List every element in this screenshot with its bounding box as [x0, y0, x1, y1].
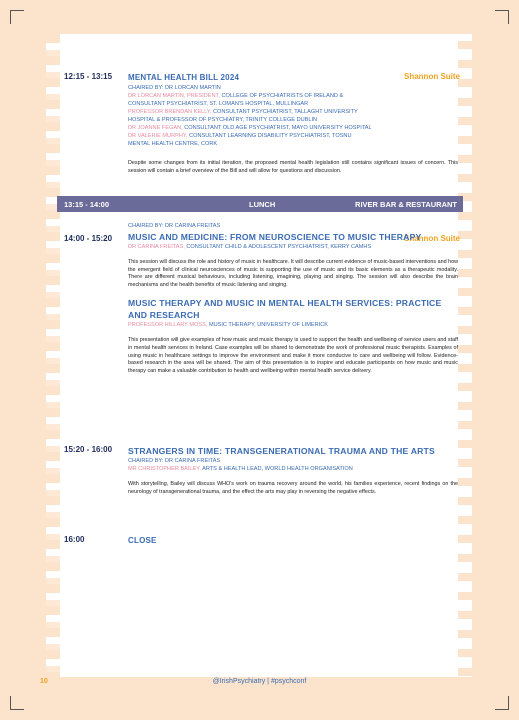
lunch-venue: RIVER BAR & RESTAURANT — [355, 200, 457, 209]
speaker-name: PROFESSOR HILLARY MOSS, — [128, 322, 208, 329]
session-strangers-in-time — [64, 445, 460, 525]
session-music-medicine — [64, 222, 460, 432]
session-description: With storytelling, Bailey will discuss WHO's work on trauma recovery around the world, his families experience, recent findings on the neurology of transgenerational trauma, and the effect the arts may play in reversing the negative effects. — [128, 481, 458, 495]
session-time: 12:15 - 13:15 — [64, 72, 113, 81]
footer-hashtag: @IrishPsychiatry | #psychconf — [212, 678, 307, 685]
speaker-name: PROFESSOR BRENDAN KELLY, — [128, 109, 212, 115]
brush-edge-left — [46, 34, 60, 677]
chair-line: CHAIRED BY: DR CARINA FREITAS — [128, 223, 221, 229]
lunch-bar — [57, 196, 463, 212]
speaker-name: DR LORCAN MARTIN, PRESIDENT, — [128, 93, 220, 99]
page-number: 10 — [40, 678, 48, 685]
crop-mark — [495, 709, 509, 710]
session-title: STRANGERS IN TIME: TRANSGENERATIONAL TRAUMA AND THE ARTS — [128, 446, 435, 456]
crop-mark — [508, 10, 509, 24]
session-time: 16:00 — [64, 535, 85, 544]
session-title: MUSIC AND MEDICINE: FROM NEUROSCIENCE TO MUSIC THERAPY — [128, 232, 422, 242]
speaker-role: COLLEGE OF PSYCHIATRISTS OF IRELAND & — [221, 93, 344, 99]
speaker-role: MENTAL HEALTH CENTRE, CORK — [128, 141, 218, 147]
speaker-name: DR CARINA FREITAS, — [128, 244, 185, 250]
crop-mark — [10, 10, 24, 11]
crop-mark — [10, 696, 11, 710]
speaker-name: DR VALERIE MURPHY, — [128, 133, 188, 139]
brush-edge-right — [458, 34, 472, 677]
crop-mark — [508, 696, 509, 710]
speaker-name: DR JOANNE FEGAN, — [128, 125, 183, 131]
session-description: This session will discuss the role and history of music in healthcare. It will describe current evidence of music-based interventions and how the emergent field of clinical neurosciences of music is supporting the use of music and its basic elements as a therapeutic modality. There are different musical behaviours, including listening, imagining, playing and singing. The session will also describe the brain mechanisms and the health benefits of music listening and singing. — [128, 259, 458, 288]
crop-mark — [10, 709, 24, 710]
session-title: CLOSE — [128, 536, 157, 545]
speaker-role: HOSPITAL & PROFESSOR OF PSYCHIATRY, TRINITY COLLEGE DUBLIN — [128, 117, 318, 123]
lunch-time: 13:15 - 14:00 — [64, 200, 110, 209]
speaker-role: CONSULTANT OLD AGE PSYCHIATRIST, MAYO UNIVERSITY HOSPITAL — [184, 125, 372, 131]
session-title: MENTAL HEALTH BILL 2024 — [128, 73, 240, 82]
speaker-role: MUSIC THERAPY, UNIVERSITY OF LIMERICK — [208, 322, 328, 329]
session-time: 15:20 - 16:00 — [64, 445, 113, 454]
session-mental-health-bill — [64, 72, 460, 192]
session-close — [64, 535, 460, 549]
session-description: Despite some changes from its initial iteration, the proposed mental health legislation still contains significant issues of concern. This session will contain a brief overview of the Bill and will allow for questions and discussion. — [128, 160, 458, 174]
crop-mark — [10, 10, 11, 24]
speaker-role: CONSULTANT PSYCHIATRIST, ST. LOMAN'S HOSPITAL, MULLINGAR — [128, 101, 309, 107]
session-venue: Shannon Suite — [404, 72, 460, 81]
session-subtitle: MUSIC THERAPY AND MUSIC IN MENTAL HEALTH SERVICES: PRACTICE AND RESEARCH — [128, 298, 442, 321]
speaker-name: MR CHRISTOPHER BAILEY, — [128, 466, 201, 472]
chair-line: CHAIRED BY: DR CARINA FREITAS — [128, 458, 221, 464]
session-time: 14:00 - 15:20 — [64, 234, 113, 243]
lunch-label: LUNCH — [249, 200, 276, 209]
speaker-role: ARTS & HEALTH LEAD, WORLD HEALTH ORGANISATION — [202, 466, 353, 472]
crop-mark — [495, 10, 509, 11]
session-venue: Shannon Suite — [404, 234, 460, 243]
speaker-role: CONSULTANT CHILD & ADOLESCENT PSYCHIATRIST, KERRY CAMHS — [186, 244, 372, 250]
session-description: This presentation will give examples of how music and music therapy is used to support the health and wellbeing of service users and staff in mental health services in Ireland. Case examples will be shared to demonstrate the work of professional music therapists. Examples of using music in healthcare settings to improve the environment and make it more conducive to care and wellbeing will follow. Evidence-based research in the area will be shared. The aim of this presentation is to inspire and educate participants on how music and music therapy can make a valuable contribution to health and wellbeing within mental health service delivery. — [128, 337, 458, 374]
chair-line: CHAIRED BY: DR LORCAN MARTIN — [128, 85, 221, 91]
speaker-role: CONSULTANT LEARNING DISABILITY PSYCHIATRIST, TOSNU — [189, 133, 352, 139]
speaker-role: CONSULTANT PSYCHIATRIST, TALLAGHT UNIVERSITY — [212, 109, 358, 115]
